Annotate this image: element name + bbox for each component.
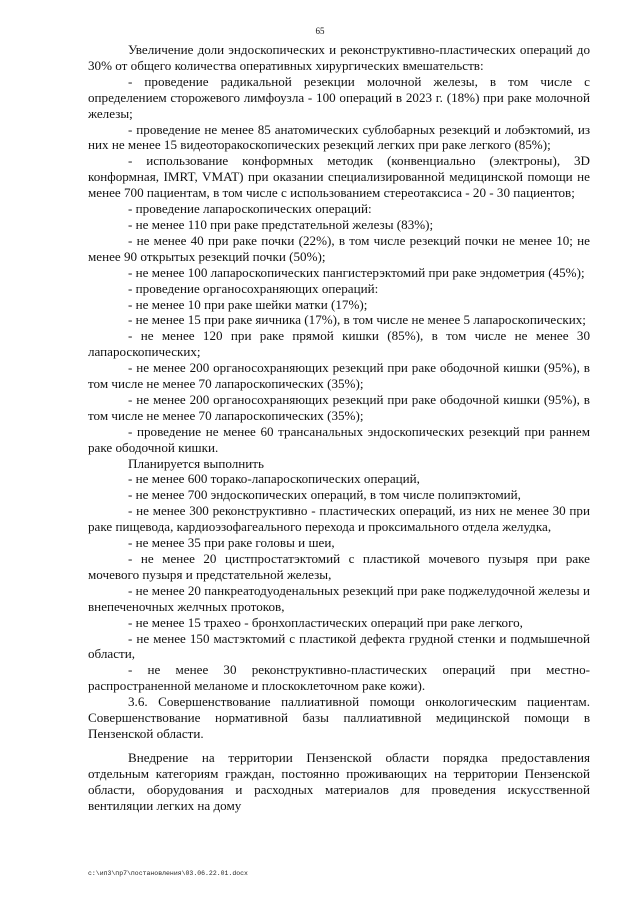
paragraph: - не менее 200 органосохраняющих резекций при раке ободочной кишки (95%), в том числе не менее 70 лапароскопических (35%); [88, 391, 590, 423]
paragraph: - не менее 15 при раке яичника (17%), в том числе не менее 5 лапароскопических; [128, 312, 586, 328]
paragraph: - использование конформных методик (конвенциально (электроны), 3D конформная, IMRT, VMAT) при оказании специализированной медицинской помощи не менее 700 пациентам, в том числе с использованием стереотаксиса - 20 - 30 пациентов; [88, 153, 590, 201]
paragraph: - проведение лапароскопических операций: [128, 201, 372, 217]
paragraph: - не менее 120 при раке прямой кишки (85%), в том числе не менее 30 лапароскопических; [88, 328, 590, 360]
paragraph: - не менее 300 реконструктивно - пластических операций, из них не менее 30 при раке пищевода, кардиоэзофагеального перехода и проксимального отдела желудка, [88, 503, 590, 535]
paragraph: - не менее 600 торако-лапароскопических операций, [128, 471, 420, 487]
paragraph: Увеличение доли эндоскопических и реконструктивно-пластических операций до 30% от общего количества оперативных хирургических вмешательств: [88, 42, 590, 73]
paragraph: - проведение не менее 60 трансанальных эндоскопических резекций при раннем раке ободочной кишки. [88, 423, 590, 455]
paragraph: Планируется выполнить [128, 455, 264, 471]
paragraph: - не менее 700 эндоскопических операций, в том числе полипэктомий, [128, 487, 521, 503]
paragraph: Внедрение на территории Пензенской области порядка предоставления отдельным категориям граждан, постоянно проживающих на территории Пензенской области, оборудования и расходных материалов для проведения искусственной вентиляции легких на дому [88, 749, 590, 813]
paragraph: - не менее 150 мастэктомий с пластикой дефекта грудной стенки и подмышечной области, [88, 630, 590, 662]
paragraph: - проведение радикальной резекции молочной железы, в том числе с определением сторожевого лимфоузла - 100 операций в 2023 г. (18%) при раке молочной железы; [88, 73, 590, 121]
paragraph: - проведение органосохраняющих операций: [128, 280, 379, 296]
section-heading: 3.6. Совершенствование паллиативной помощи онкологическим пациентам. Совершенствование нормативной базы паллиативной медицинской помощи в Пензенской области. [88, 694, 590, 741]
footer-file-path: c:\ип3\пр7\постановления\03.06.22.01.docx [88, 870, 248, 877]
paragraph: - не менее 200 органосохраняющих резекций при раке ободочной кишки (95%), в том числе не менее 70 лапароскопических (35%); [88, 360, 590, 392]
paragraph: - не менее 30 реконструктивно-пластических операций при местно-распространенной меланоме и плоскоклеточном раке кожи). [88, 662, 590, 694]
paragraph: - не менее 40 при раке почки (22%), в том числе резекций почки не менее 10; не менее 90 открытых резекций почки (50%); [88, 232, 590, 264]
page-number: 65 [315, 26, 325, 36]
paragraph: - не менее 10 при раке шейки матки (17%); [128, 296, 368, 312]
paragraph: - не менее 20 панкреатодуоденальных резекций при раке поджелудочной железы и внепеченочных желчных протоков, [88, 582, 590, 614]
paragraph: - не менее 15 трахео - бронхопластических операций при раке легкого, [128, 614, 523, 630]
paragraph: - не менее 20 цистпростатэктомий с пластикой мочевого пузыря при раке мочевого пузыря и предстательной железы, [88, 551, 590, 582]
paragraph: - не менее 35 при раке головы и шеи, [128, 535, 335, 551]
paragraph: - не менее 110 при раке предстательной железы (83%); [128, 216, 434, 232]
paragraph: - проведение не менее 85 анатомических сублобарных резекций и лобэктомий, из них не менее 15 видеоторакоскопических резекций легких при раке легкого (85%); [88, 121, 590, 153]
paragraph: - не менее 100 лапароскопических пангистерэктомий при раке эндометрия (45%); [128, 264, 585, 280]
document-body [88, 42, 590, 814]
